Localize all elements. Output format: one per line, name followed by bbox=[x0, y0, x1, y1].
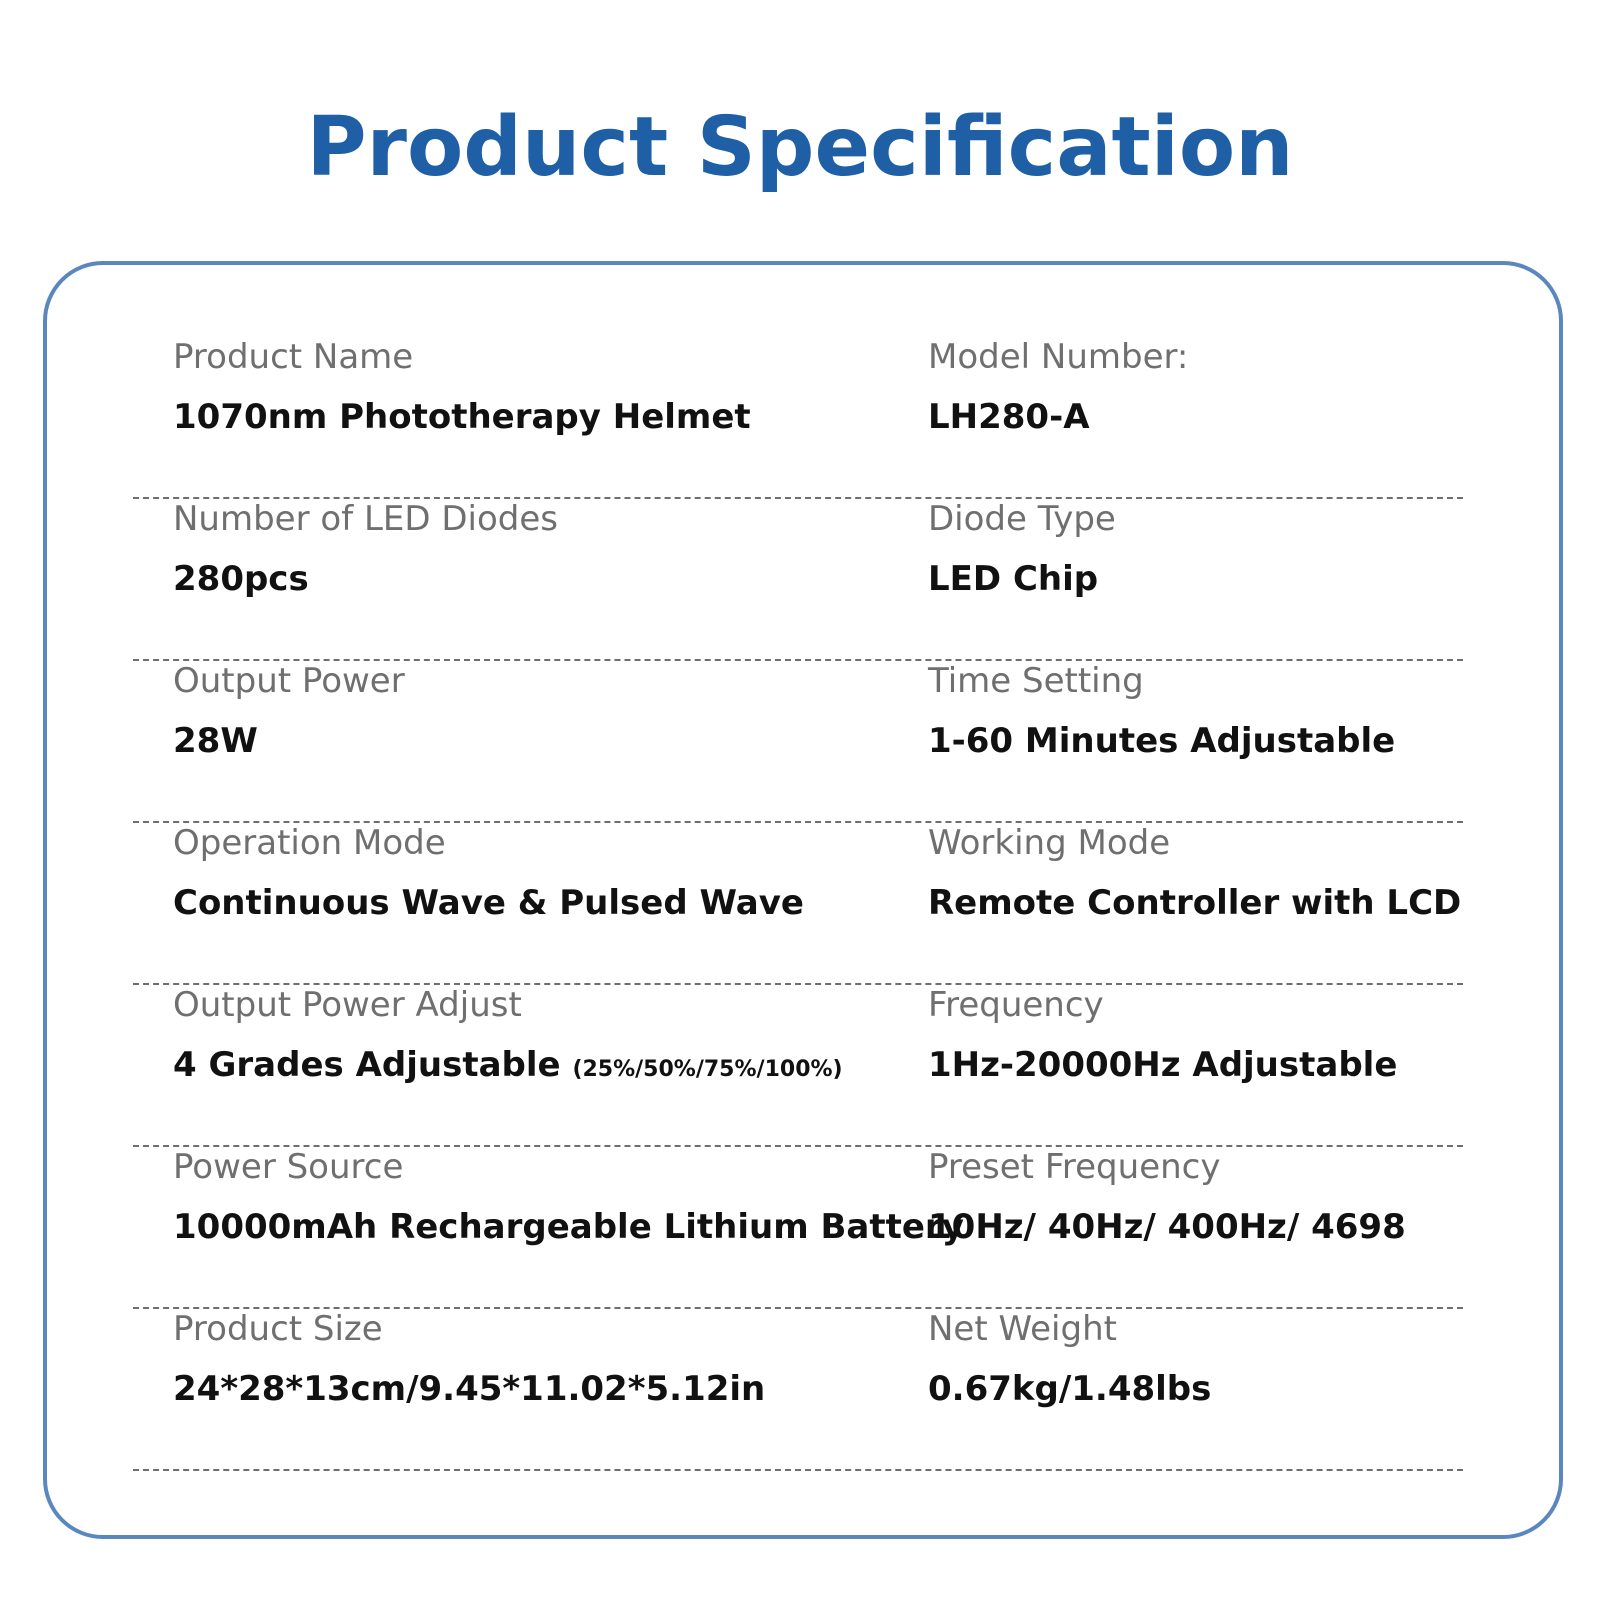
spec-row-6 bbox=[133, 1147, 1463, 1309]
spec-value-note: (25%/50%/75%/100%) bbox=[572, 1057, 843, 1082]
spec-label: Product Size bbox=[173, 1309, 383, 1349]
spec-label: Preset Frequency bbox=[928, 1147, 1221, 1187]
spec-value bbox=[173, 1045, 843, 1085]
spec-value-main: 4 Grades Adjustable bbox=[173, 1045, 561, 1085]
spec-label: Model Number: bbox=[928, 337, 1189, 377]
spec-label: Power Source bbox=[173, 1147, 404, 1187]
spec-value: 0.67kg/1.48lbs bbox=[928, 1369, 1212, 1409]
spec-value: 1Hz-20000Hz Adjustable bbox=[928, 1045, 1398, 1085]
spec-row-5 bbox=[133, 985, 1463, 1147]
spec-label: Output Power Adjust bbox=[173, 985, 522, 1025]
spec-value: 1070nm Phototherapy Helmet bbox=[173, 397, 751, 437]
spec-value: 10000mAh Rechargeable Lithium Battery bbox=[173, 1207, 964, 1247]
spec-row-1 bbox=[133, 337, 1463, 499]
spec-value: 1-60 Minutes Adjustable bbox=[928, 721, 1396, 761]
spec-label: Frequency bbox=[928, 985, 1104, 1025]
spec-label: Diode Type bbox=[928, 499, 1116, 539]
spec-label: Product Name bbox=[173, 337, 414, 377]
spec-value: 28W bbox=[173, 721, 258, 761]
page-title: Product Specification bbox=[306, 100, 1294, 195]
spec-label: Output Power bbox=[173, 661, 405, 701]
spec-value: 10Hz/ 40Hz/ 400Hz/ 4698 bbox=[928, 1207, 1406, 1247]
spec-value: Remote Controller with LCD bbox=[928, 883, 1462, 923]
spec-label: Working Mode bbox=[928, 823, 1171, 863]
spec-value: LH280-A bbox=[928, 397, 1090, 437]
spec-value: Continuous Wave & Pulsed Wave bbox=[173, 883, 804, 923]
spec-value: 24*28*13cm/9.45*11.02*5.12in bbox=[173, 1369, 766, 1409]
spec-row-3 bbox=[133, 661, 1463, 823]
spec-row-2 bbox=[133, 499, 1463, 661]
spec-value: LED Chip bbox=[928, 559, 1099, 599]
spec-label: Time Setting bbox=[928, 661, 1144, 701]
spec-label: Net Weight bbox=[928, 1309, 1117, 1349]
spec-row-4 bbox=[133, 823, 1463, 985]
spec-row-7 bbox=[133, 1309, 1463, 1471]
spec-value: 280pcs bbox=[173, 559, 309, 599]
spec-label: Number of LED Diodes bbox=[173, 499, 559, 539]
spec-label: Operation Mode bbox=[173, 823, 446, 863]
